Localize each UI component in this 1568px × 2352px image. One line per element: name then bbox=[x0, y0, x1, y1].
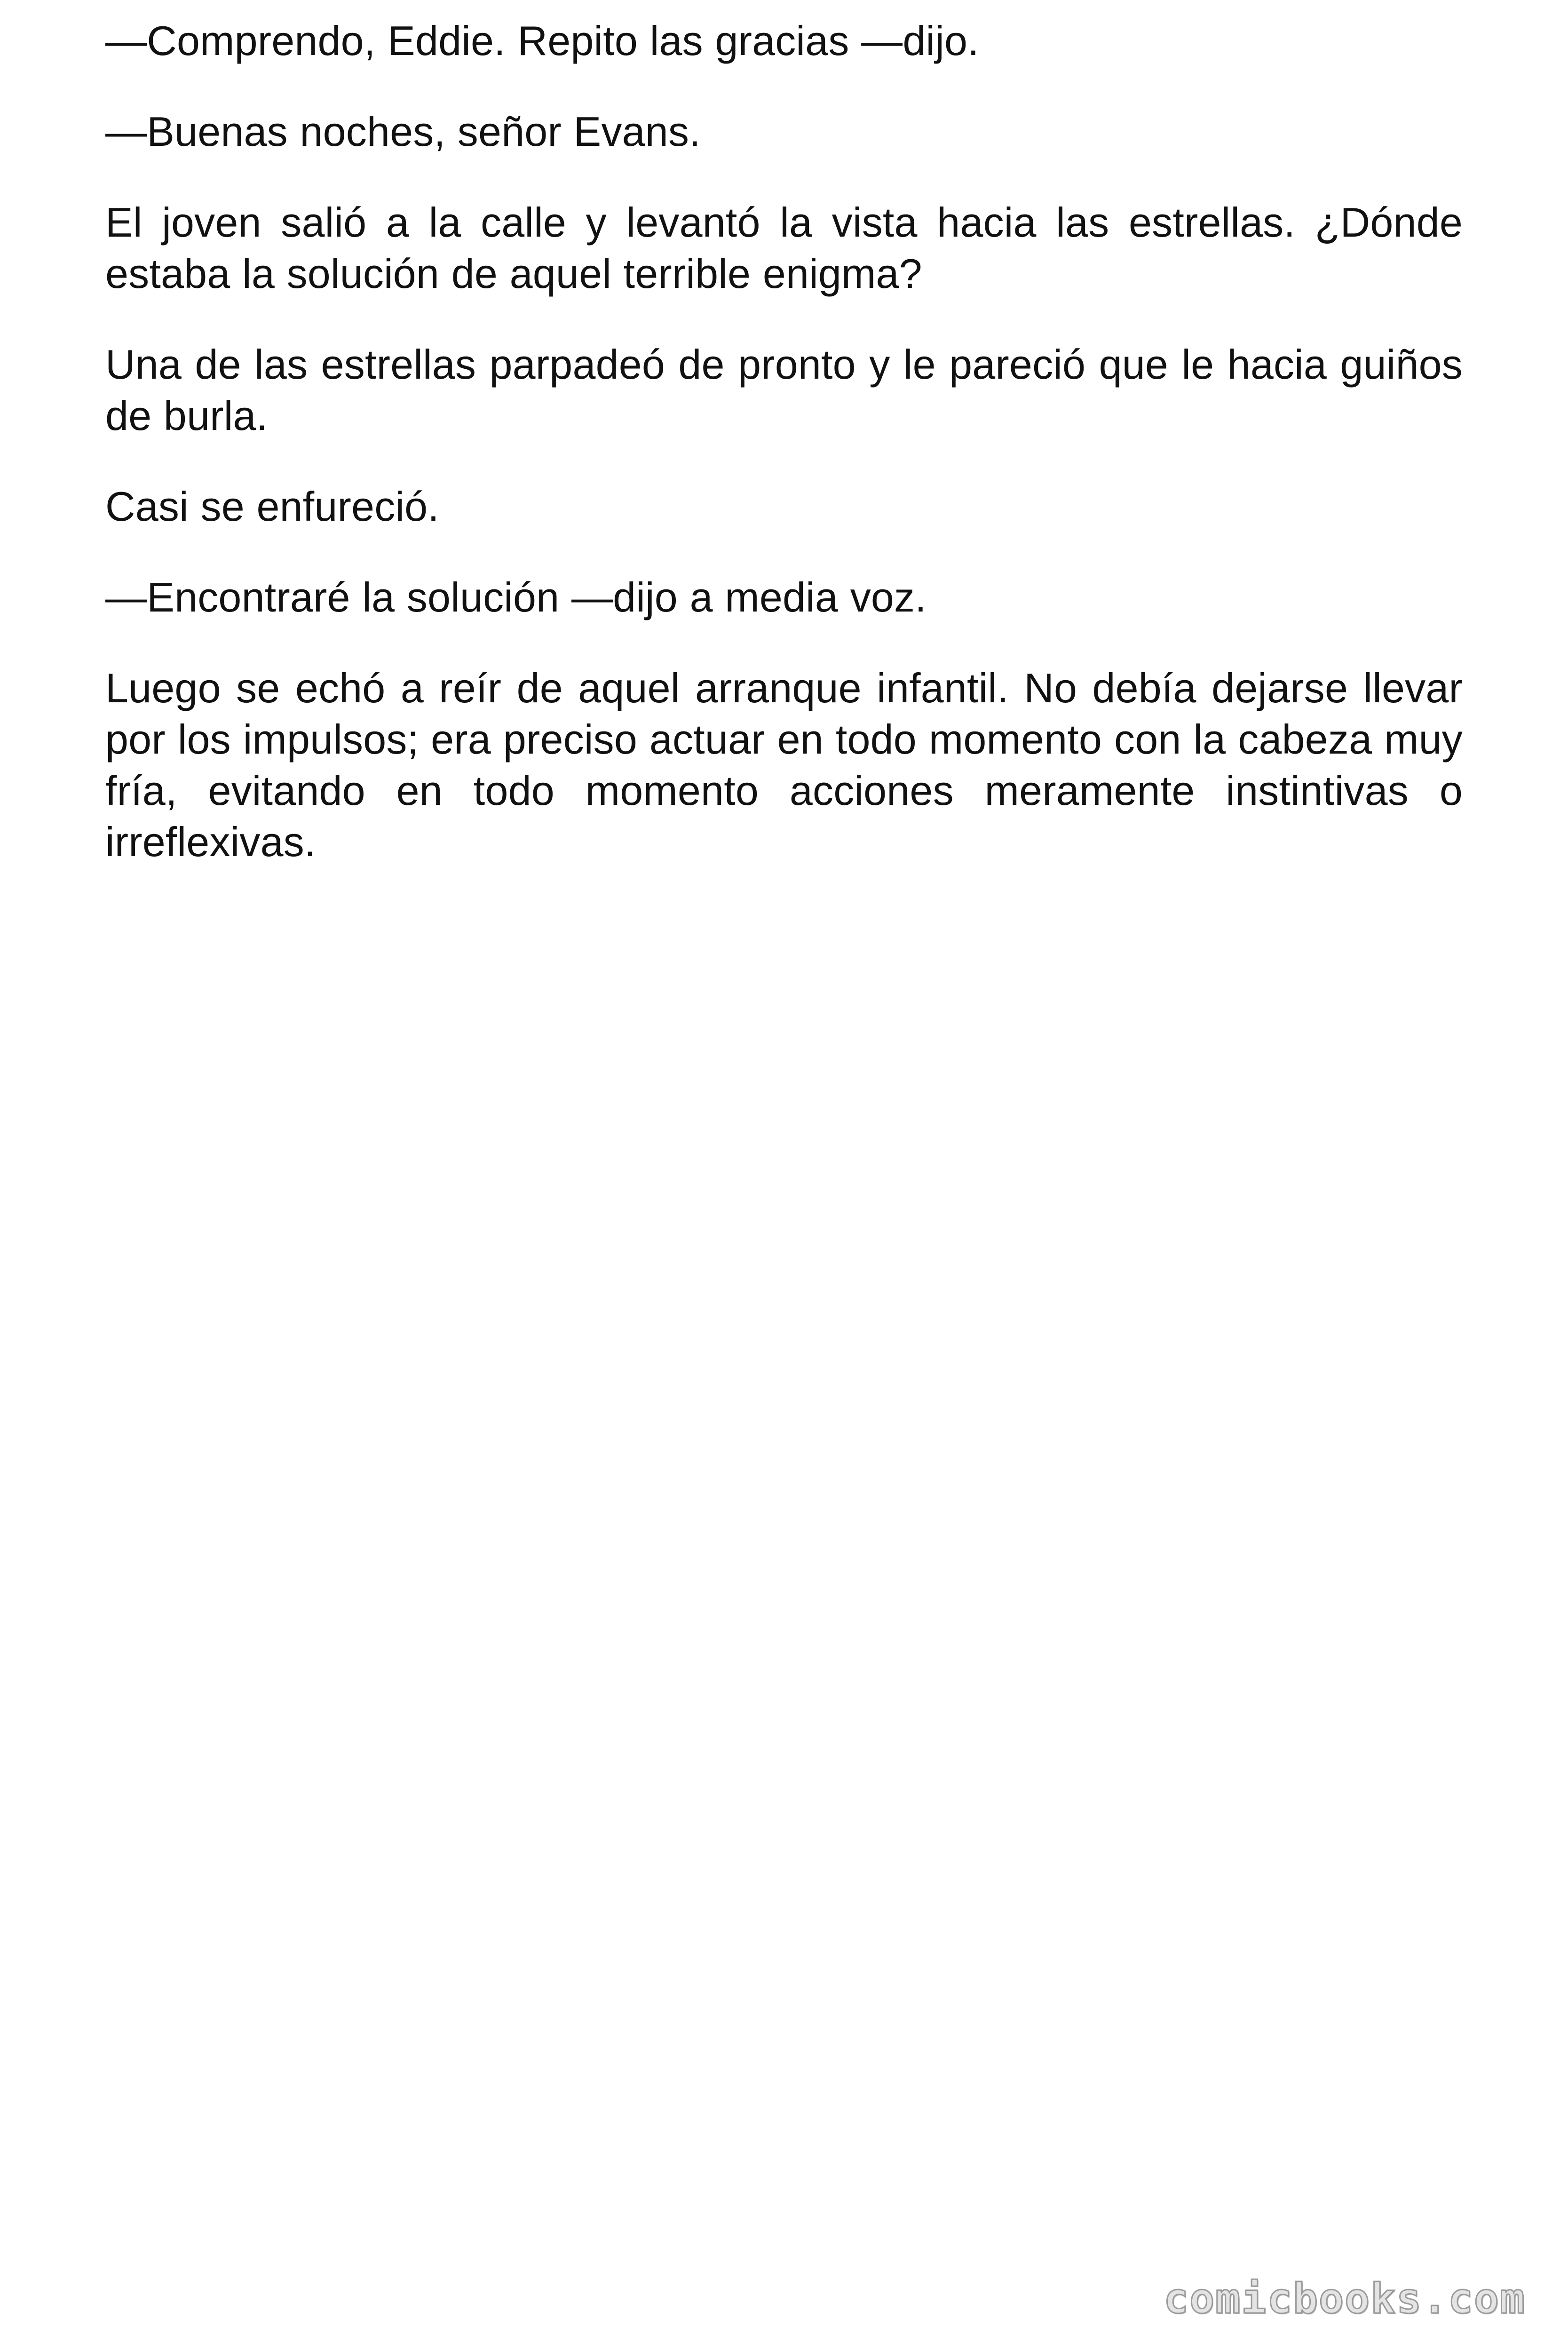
body-text bbox=[105, 15, 1463, 907]
paragraph: El joven salió a la calle y levantó la vista hacia las estrellas. ¿Dónde estaba la solución de aquel terrible enigma? bbox=[105, 199, 1463, 297]
paragraph: —Buenas noches, señor Evans. bbox=[105, 108, 701, 155]
paragraph: —Encontraré la solución —dijo a media voz. bbox=[105, 574, 927, 620]
paragraph: Una de las estrellas parpadeó de pronto y le pareció que le hacia guiños de burla. bbox=[105, 341, 1463, 439]
paragraph: Casi se enfureció. bbox=[105, 483, 439, 530]
watermark: comicbooks.com bbox=[1164, 2274, 1526, 2323]
paragraph: —Comprendo, Eddie. Repito las gracias —dijo. bbox=[105, 17, 979, 64]
paragraph: Luego se echó a reír de aquel arranque infantil. No debía dejarse llevar por los impulsos; era preciso actuar en todo momento con la cabeza muy fría, evitando en todo momento acciones meramente instintivas o irreflexivas. bbox=[105, 665, 1463, 865]
